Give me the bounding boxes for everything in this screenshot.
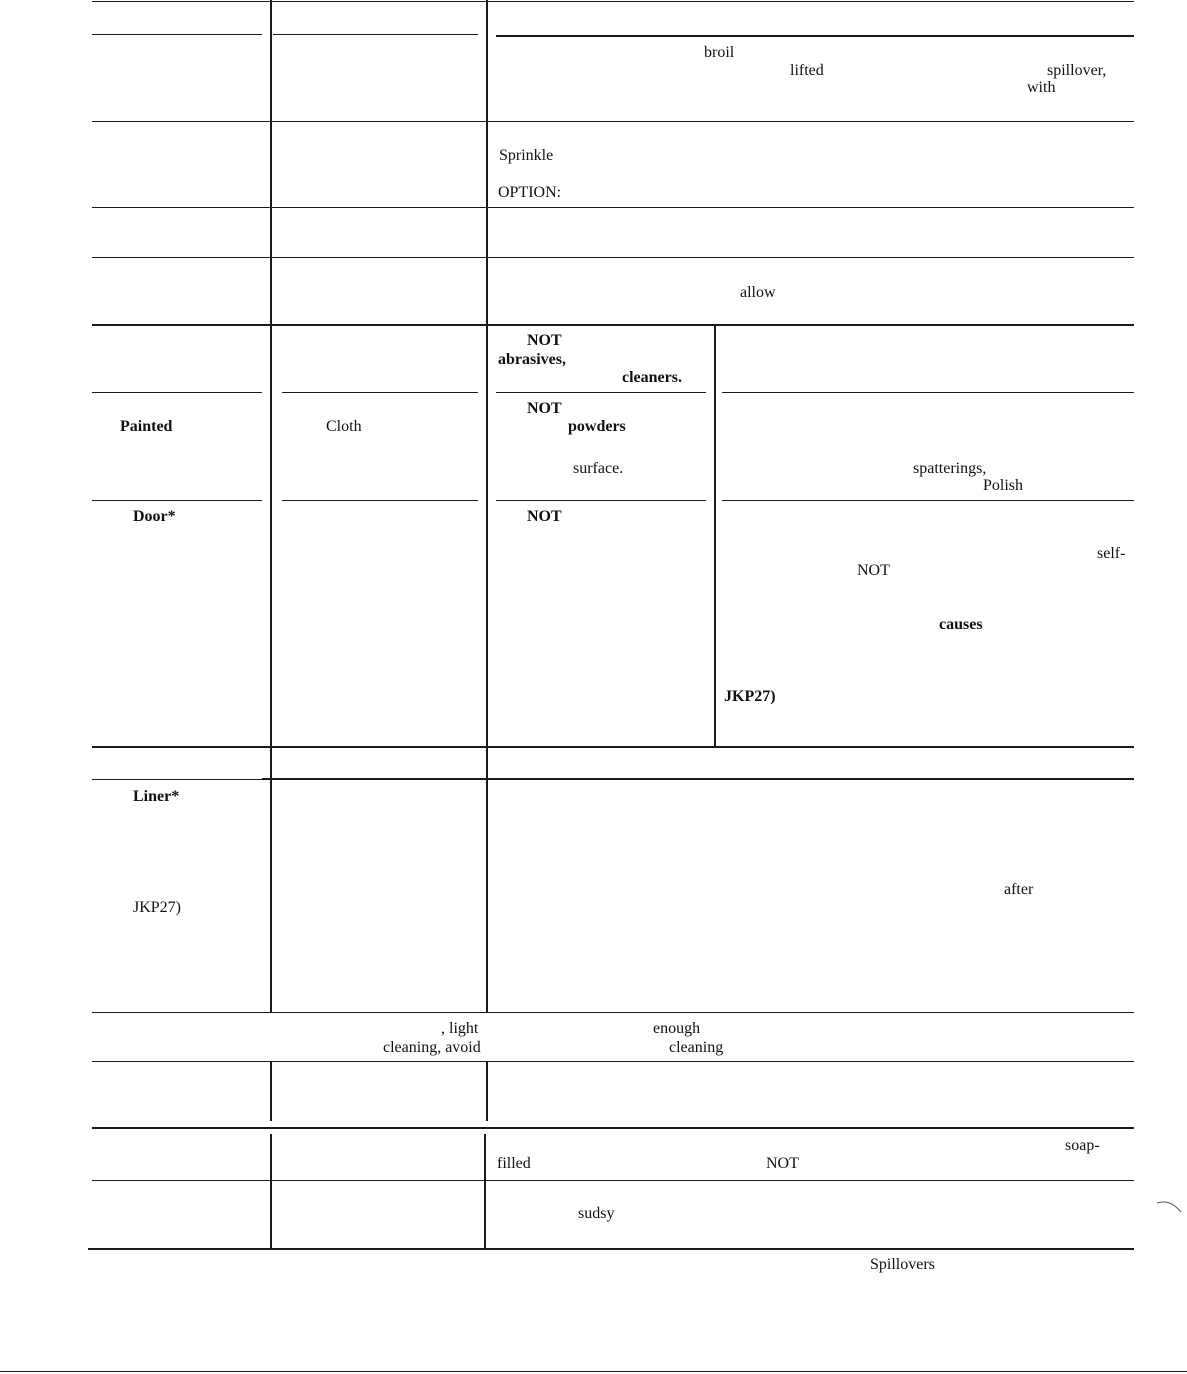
liner-model-text: JKP27) xyxy=(133,899,182,916)
cloth-label: Cloth xyxy=(326,418,362,435)
powders-text: powders xyxy=(568,418,626,435)
rule-row4 xyxy=(92,257,1134,258)
note-cleaning-text: cleaning xyxy=(669,1039,724,1056)
rule-row9-col1 xyxy=(92,779,262,780)
rule-row7-col2 xyxy=(282,500,478,501)
allow-text: allow xyxy=(740,284,776,301)
rule-row14 xyxy=(88,1248,1134,1250)
broil-text: broil xyxy=(704,44,735,61)
rule-row10 xyxy=(92,1012,1134,1013)
rule-row11 xyxy=(92,1061,1134,1062)
rule-row13 xyxy=(92,1180,1134,1181)
note-enough-text: enough xyxy=(653,1020,701,1037)
rule-top xyxy=(92,1,1134,2)
with-text: with xyxy=(1027,79,1056,96)
abrasives-text: abrasives, xyxy=(498,351,566,368)
note-light-text: , light xyxy=(441,1020,479,1037)
sudsy-text: sudsy xyxy=(578,1205,615,1222)
painted-label: Painted xyxy=(120,418,173,435)
lifted-text: lifted xyxy=(790,62,824,79)
filled-text: filled xyxy=(497,1155,531,1172)
liner-label: Liner* xyxy=(133,788,180,805)
vrule-col4 xyxy=(714,325,716,746)
polish-text: Polish xyxy=(983,477,1024,494)
rule-row9-rest xyxy=(262,778,1134,780)
spillovers-text: Spillovers xyxy=(870,1256,935,1273)
rule-row6-col3 xyxy=(496,392,706,393)
rule-row8 xyxy=(92,746,1134,748)
vrule-col2-b xyxy=(270,1062,272,1121)
soap-not-text: NOT xyxy=(766,1155,799,1172)
door-not-text-2: NOT xyxy=(857,562,890,579)
rule-row2 xyxy=(92,121,1134,122)
vrule-col3-c xyxy=(484,1134,486,1248)
rule-row7-col3 xyxy=(496,500,706,501)
rule-row3 xyxy=(92,207,1134,208)
rule-row1-col1 xyxy=(92,34,262,35)
note-cleaning-avoid-text: cleaning, avoid xyxy=(383,1039,481,1056)
rule-page-bottom xyxy=(0,1371,1187,1372)
vrule-col2-c xyxy=(270,1134,272,1248)
vrule-col3-b xyxy=(486,1062,488,1121)
abrasives-not-text: NOT xyxy=(527,332,562,349)
sprinkle-text: Sprinkle xyxy=(499,147,554,164)
margin-mark xyxy=(1156,1200,1182,1214)
after-text: after xyxy=(1004,881,1034,898)
rule-row12 xyxy=(92,1127,1134,1129)
option-text: OPTION: xyxy=(498,184,562,201)
rule-row5 xyxy=(92,324,1134,326)
rule-row1-col3 xyxy=(496,35,1134,37)
soap-text: soap- xyxy=(1065,1137,1100,1154)
self-text: self- xyxy=(1097,545,1126,562)
surface-text: surface. xyxy=(573,460,624,477)
rule-row7-col1 xyxy=(92,500,262,501)
cleaners-text: cleaners. xyxy=(622,369,682,386)
rule-row1-col2 xyxy=(273,34,478,35)
rule-row6-col2 xyxy=(282,392,478,393)
vrule-col2-a xyxy=(270,0,272,1012)
painted-not-text: NOT xyxy=(527,400,562,417)
vrule-col3-a xyxy=(486,0,488,1012)
rule-row7-col4 xyxy=(722,500,1134,501)
door-model-text: JKP27) xyxy=(724,688,776,705)
spatterings-text: spatterings, xyxy=(913,460,987,477)
spillover-text: spillover, xyxy=(1047,62,1107,79)
door-not-text: NOT xyxy=(527,508,562,525)
door-label: Door* xyxy=(133,508,176,525)
rule-row6-col4 xyxy=(722,392,1134,393)
causes-text: causes xyxy=(939,616,983,633)
rule-row6-col1 xyxy=(92,392,262,393)
